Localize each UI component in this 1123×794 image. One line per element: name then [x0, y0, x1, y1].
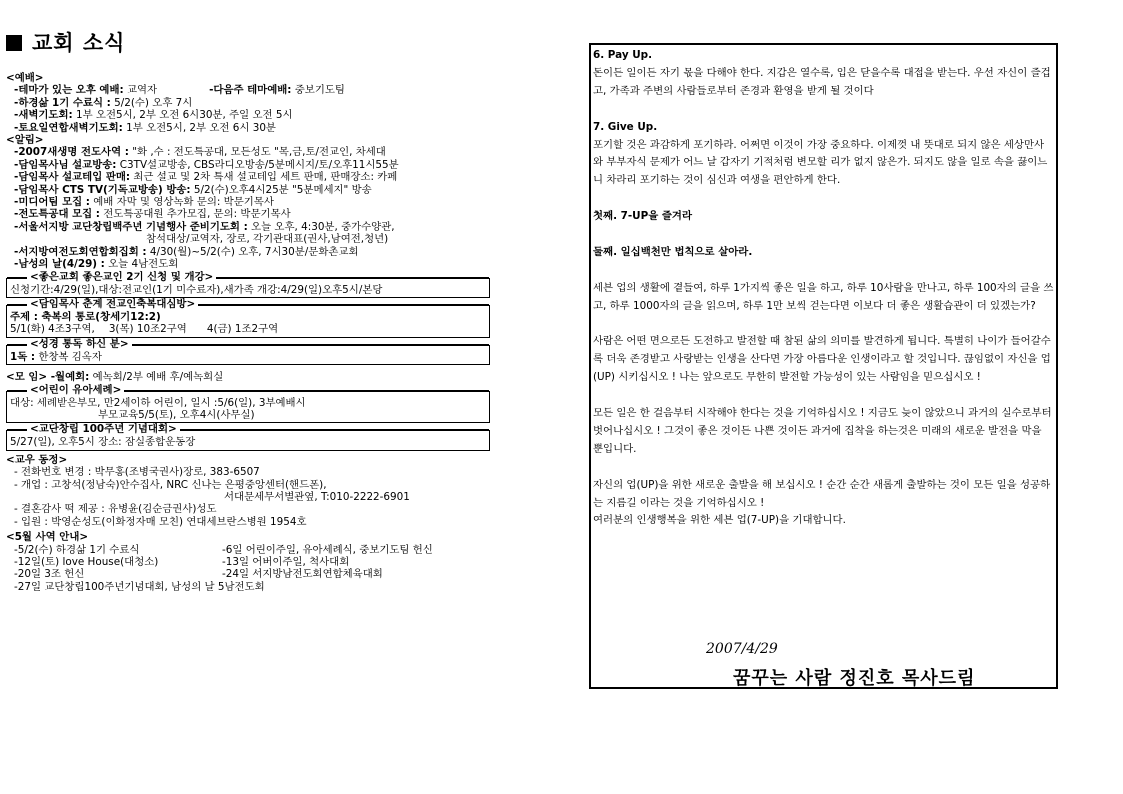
members-line: - 입원 : 박영순성도(이화정자매 모친) 연대세브란스병원 1954호	[14, 515, 307, 528]
section-heading: 둘째. 일십백천만 법칙으로 살아라.	[593, 245, 753, 258]
worship-line: -테마가 있는 오후 예배: 교역자 -다음주 테마예배: 중보기도팀	[14, 84, 345, 97]
pastoral-visit-box	[6, 297, 490, 338]
paragraph: 돈이든 일이든 자기 몫을 다해야 한다. 지갑은 열수록, 입은 닫을수록 대접을 받는다. 우선 자신이 즐겁고, 가족과 주변의 사람들로부터 존경과 환영을 받게 될 것이다	[593, 66, 1051, 97]
box-line: 1독 : 한창복 김옥자	[10, 350, 102, 363]
bible-reading-box	[6, 337, 490, 365]
worship-header: <예배>	[6, 72, 44, 84]
paragraph: 자신의 업(UP)을 위한 새로운 출발을 해 보십시오 ! 순간 순간 새롭게 출발하는 것이 모든 일을 성공하는 지름길 이라는 것을 기억하십시오 !	[593, 478, 1051, 509]
notice-line: -미디어팀 모집 : 예배 자막 및 영상녹화 문의: 박문기목사	[14, 196, 274, 209]
notice-header: <알림>	[6, 134, 44, 147]
centennial-box	[6, 423, 490, 450]
paragraph: 포기할 것은 과감하게 포기하라. 어쩌면 이것이 가장 중요하다. 이제껏 내 뜻대로 되지 않은 세상만사와 부부자식 문제가 어느 날 갑자기 기적처럼 변모할 리가 없지 않은가. 되지도 않을 일로 속을 끓이느니 차라리 포기하는 것이 심신과 여생을 편안하게 한다.	[593, 138, 1048, 187]
may-schedule-header: <5월 사역 안내>	[6, 531, 89, 544]
meeting-line: <모 임> -월예회: 예녹회/2부 예배 후/예녹회실	[6, 371, 224, 384]
box-caption: <담임목사 춘계 전교인축복대심방>	[27, 298, 198, 310]
box-caption: <교단창립 100주년 기념대회>	[27, 423, 180, 435]
page-title: 교회 소식	[6, 30, 490, 56]
notice-line: -남성의 날(4/29) : 오늘 4남전도회	[14, 258, 179, 271]
box-caption: <좋은교회 좋은교인 2기 신청 및 개강>	[27, 271, 216, 283]
worship-line: -토요일연합새벽기도회: 1부 오전5시, 2부 오전 6시 30분	[14, 121, 276, 134]
notice-line: -서지방여전도회연합회집회 : 4/30(월)~5/2(수) 오후, 7시30분/문화촌교회	[14, 245, 359, 258]
handwritten-signature: 꿈꾸는 사람 정진호 목사드림	[733, 668, 976, 689]
may-schedule-line: -12일(토) love House(대청소) -13일 어버이주일, 척사대회	[14, 556, 350, 568]
may-schedule-line: -27일 교단창립100주년기념대회, 남성의 날 5남전도회	[14, 580, 265, 593]
members-line-continued: 서대문세무서별관옆, T:010-2222-6901	[224, 490, 410, 503]
notice-line: -담임목사님 설교방송: C3TV설교방송, CBS라디오방송/5분메시지/토/오후11시55분	[14, 158, 399, 171]
square-bullet-icon	[6, 35, 22, 51]
notice-line: -전도특공대 모집 : 전도특공대원 추가모집, 문의: 박문기목사	[14, 208, 291, 221]
notice-line: -서울서지방 교단창립백주년 기념행사 준비기도회 : 오늘 오후, 4:30분, 중가수양관,	[14, 220, 395, 233]
box-line: 5/27(일), 오후5시 장소: 잠실종합운동장	[10, 436, 196, 449]
news-column	[6, 30, 490, 593]
notice-line: -2007새생명 전도사역 : "화 ,수 : 전도특공대, 모든성도 "목,금,토/전교인, 차세대	[14, 146, 386, 159]
box-caption: <성경 통독 하신 분>	[27, 338, 132, 350]
box-line: 주제 : 축복의 통로(창세기12:2)	[10, 310, 161, 323]
box-caption: <어린이 유아세례>	[27, 384, 124, 396]
section-heading: 7. Give Up.	[593, 120, 658, 133]
worship-line: -새벽기도회: 1부 오전5시, 2부 오전 6시30분, 주일 오전 5시	[14, 109, 293, 122]
notice-line: -담임목사 CTS TV(기독교방송) 방송: 5/2(수)오후4시25분 "5분메세지" 방송	[14, 183, 372, 196]
box-line: 부모교육5/5(토), 오후4시(사무실)	[98, 408, 255, 421]
infant-baptism-box	[6, 383, 490, 424]
members-line: - 전화번호 변경 : 박무홍(조병국권사)장로, 383-6507	[14, 466, 260, 479]
box-line: 신청기간:4/29(일),대상:전교인(1기 미수료자),새가족 개강:4/29(일)오후5시/본당	[10, 283, 383, 296]
members-line: - 결혼감사 떡 제공 : 유병윤(김순금권사)성도	[14, 503, 217, 516]
handwritten-date: 2007/4/29	[706, 641, 778, 657]
section-heading: 첫째. 7-UP을 즐겨라	[593, 210, 693, 223]
box-line: 대상: 세례받은부모, 만2세이하 어린이, 일시 :5/6(일), 3부예배시	[10, 396, 306, 409]
members-line: - 개업 : 고창석(정남숙)안수집사, NRC 신나는 은평중앙센터(핸드폰),	[14, 478, 327, 491]
may-schedule-line: -20일 3조 헌신 -24일 서지방남전도회연합체육대회	[14, 568, 383, 581]
paragraph: 사람은 어떤 면으로든 도전하고 발전할 때 참된 삶의 의미를 발견하게 됩니다. 특별히 나이가 들어갈수록 더욱 존경받고 사랑받는 인생을 산다면 가장 아름다운 인생이라고 할 것입니다. 끊임없이 자신을 업(UP) 시키십시오 ! 나는 앞으로도 무한히 발전할 가능성이 있는 사람임을 믿으십시오 !	[593, 335, 1051, 384]
paragraph: 모든 일은 한 걸음부터 시작해야 한다는 것을 기억하십시오 ! 지금도 늦이 않았으니 과거의 실수로부터 벗어나십시오 ! 그것이 좋은 것이든 나쁜 것이든 과거에 집착을 하는것은 미래의 새로운 발전을 막을 뿐입니다.	[593, 407, 1052, 455]
worship-line: -하경삶 1기 수료식 : 5/2(수) 오후 7시	[14, 96, 193, 109]
may-schedule-line: -5/2(수) 하경삶 1기 수료식 -6일 어린이주일, 유아세례식, 중보기도팀 헌신	[14, 543, 433, 556]
notice-line-continued: 참석대상/교역자, 장로, 각기관대표(권사,남여전,청년)	[146, 233, 389, 246]
notice-line: -담임목사 설교테입 판매: 최근 설교 및 2차 특새 설교테입 세트 판매, 판매장소: 카페	[14, 171, 398, 184]
members-header: <교우 동정>	[6, 453, 68, 466]
box-line: 5/1(화) 4조3구역, 3(목) 10조2구역 4(금) 1조2구역	[10, 323, 279, 336]
sermon-box	[589, 43, 1058, 689]
paragraph: 세븐 업의 생활에 곁들여, 하루 1가지씩 좋은 일을 하고, 하루 10사람을 만나고, 하루 100자의 글을 쓰고, 하루 1000자의 글을 읽으며, 하루 1만 보씩 걷는다면 이보다 더 좋은 생활습관이 더 있겠는가?	[593, 281, 1054, 312]
good-church-box	[6, 270, 490, 298]
paragraph: 여러분의 인생행복을 위한 세븐 업(7-UP)을 기대합니다.	[593, 514, 846, 527]
section-heading: 6. Pay Up.	[593, 49, 653, 61]
